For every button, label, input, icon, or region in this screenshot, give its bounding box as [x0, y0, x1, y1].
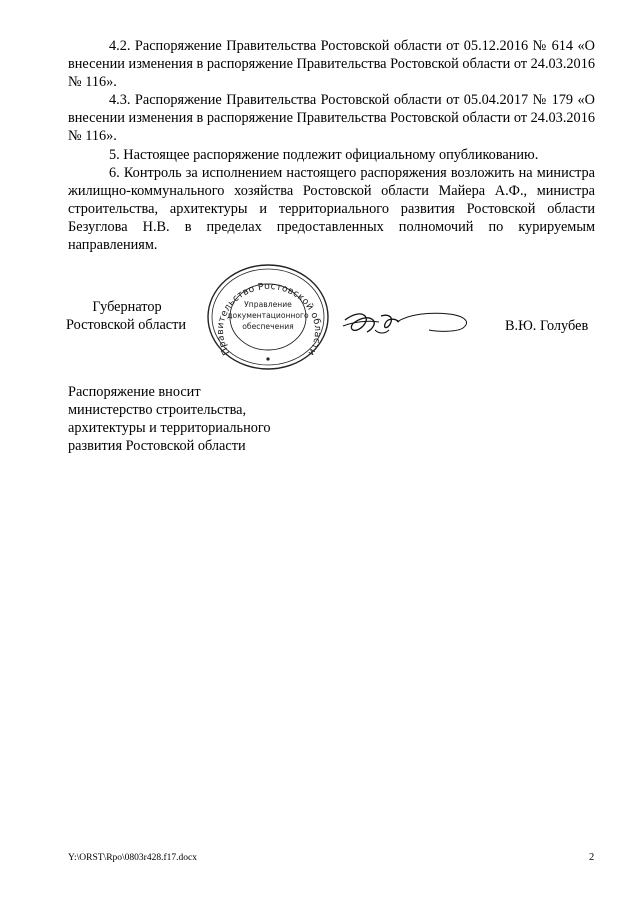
submitter-block	[68, 383, 271, 455]
paragraph-6: 6. Контроль за исполнением настоящего распоряжения возложить на министра жилищно-коммунального хозяйства Ростовской области Майера А.Ф., министра строительства, архитектуры и территориального развития Ростовской области Безуглова Н.В. в пределах предоставленных полномочий по курируемым направлениям.	[68, 164, 595, 254]
signature-block	[0, 260, 640, 370]
paragraph-5: 5. Настоящее распоряжение подлежит официальному опубликованию.	[109, 146, 539, 163]
handwritten-signature	[339, 300, 489, 340]
seal-star-icon	[266, 357, 269, 360]
seal-ring-text: Правительство Ростовской области	[214, 280, 324, 358]
seal-center-line2: документационного	[227, 311, 309, 320]
submitter-line4: развития Ростовской области	[68, 438, 246, 455]
signatory-title-line2: Ростовской области	[66, 317, 187, 334]
submitter-line3: архитектуры и территориального	[68, 420, 271, 437]
submitter-line1: Распоряжение вносит	[68, 384, 201, 400]
paragraph-4-2: 4.2. Распоряжение Правительства Ростовской области от 05.12.2016 № 614 «О внесении изменения в распоряжение Правительства Ростовской области от 24.03.2016 № 116».	[68, 38, 595, 91]
official-seal	[202, 260, 334, 370]
signatory-title	[68, 298, 186, 334]
signatory-name: В.Ю. Голубев	[505, 318, 589, 334]
seal-center-line3: обеспечения	[242, 322, 294, 331]
page-number: 2	[589, 852, 595, 863]
submitter-line2: министерство строительства,	[68, 402, 247, 419]
paragraph-4-3: 4.3. Распоряжение Правительства Ростовской области от 05.04.2017 № 179 «О внесении изменения в распоряжение Правительства Ростовской области от 24.03.2016 № 116».	[68, 92, 595, 145]
seal-center-line1: Управление	[244, 300, 292, 309]
signatory-title-line1: Губернатор	[92, 299, 162, 315]
document-body	[68, 37, 595, 254]
footer-file-path: Y:\ORST\Rpo\0803r428.f17.docx	[68, 853, 197, 863]
